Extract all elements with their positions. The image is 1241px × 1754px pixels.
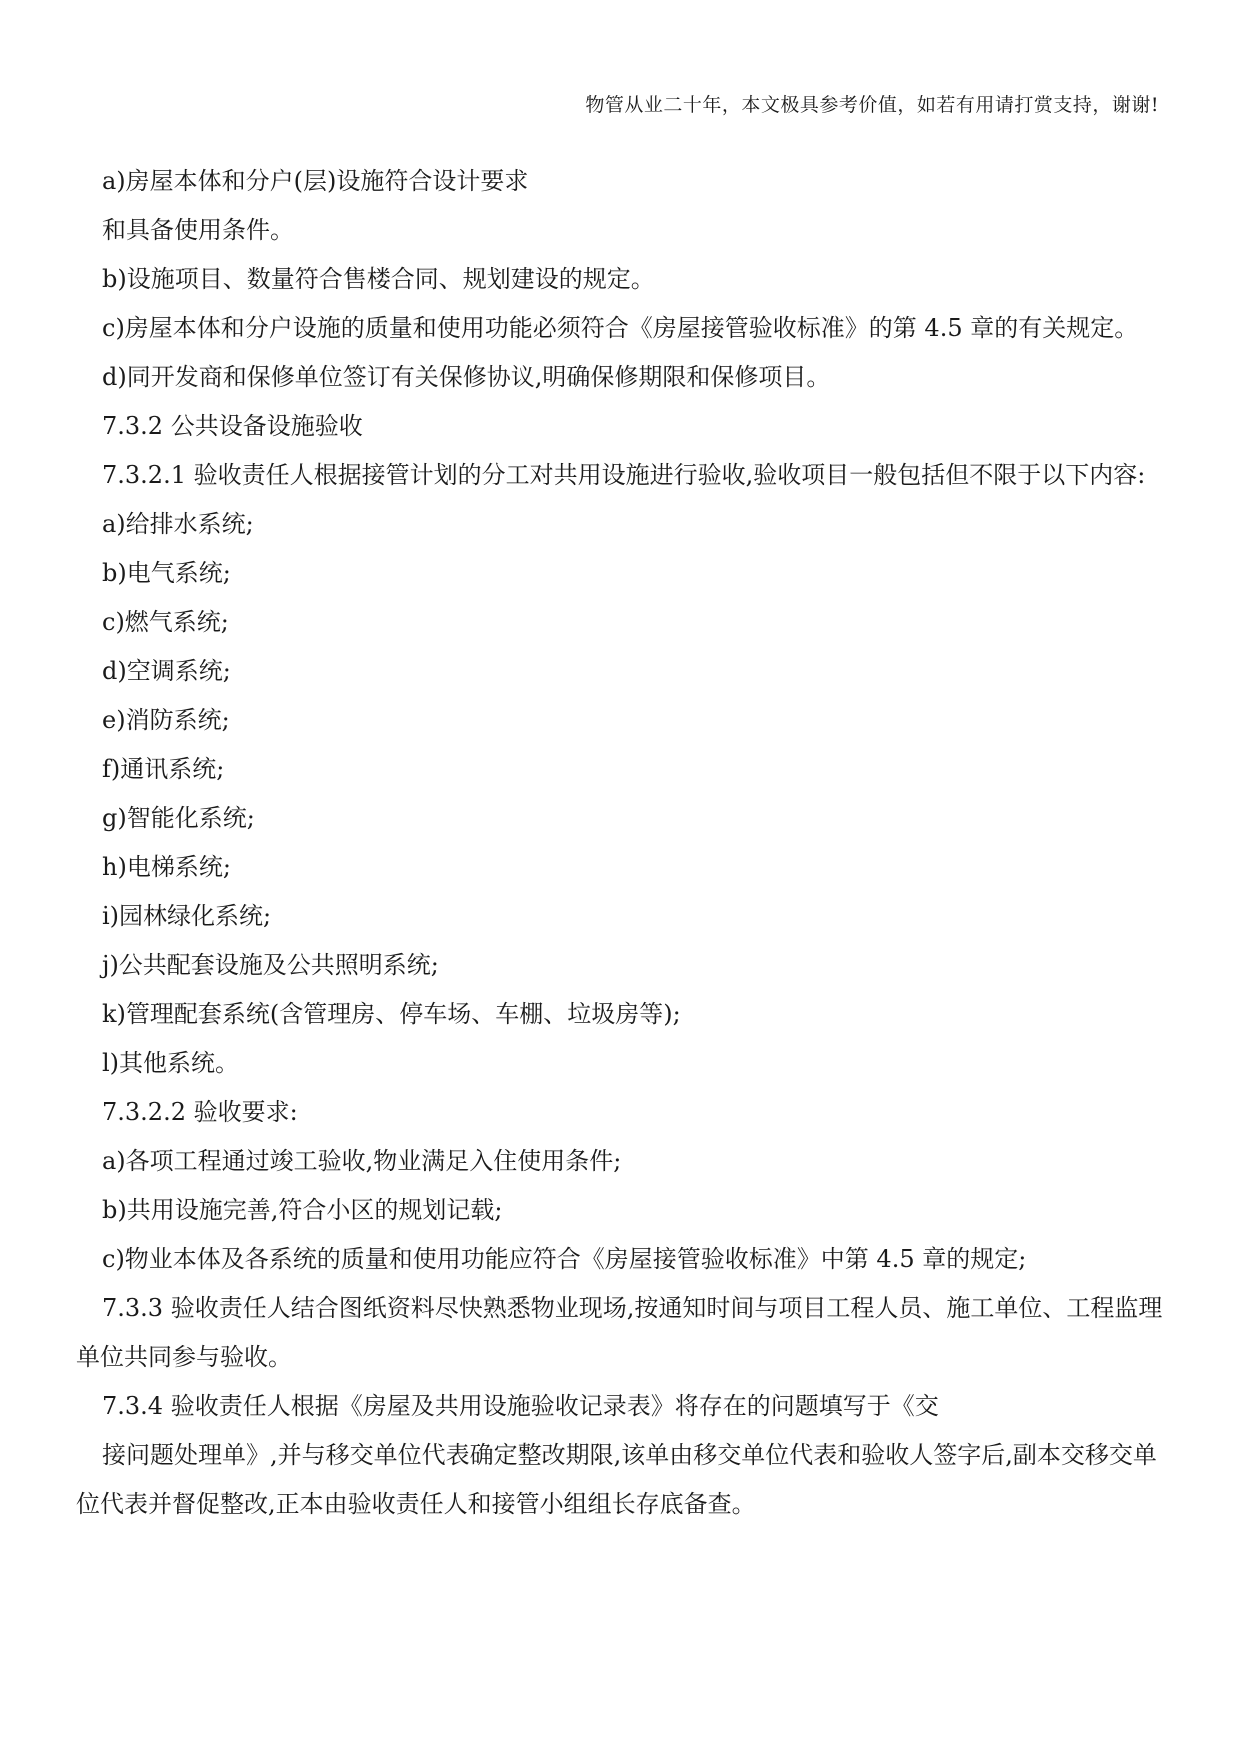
paragraph-b-facility-items: b)设施项目、数量符合售楼合同、规划建设的规定。: [102, 265, 655, 293]
paragraph-7-3-4: 7.3.4 验收责任人根据《房屋及共用设施验收记录表》将存在的问题填写于《交: [102, 1392, 939, 1420]
list-item-landscape-system: i)园林绿化系统;: [102, 902, 272, 930]
list-item-management-facilities: k)管理配套系统(含管理房、停车场、车棚、垃圾房等);: [102, 1000, 681, 1028]
list-item-other-systems: l)其他系统。: [102, 1049, 240, 1077]
requirement-c-quality: c)物业本体及各系统的质量和使用功能应符合《房屋接管验收标准》中第 4.5 章的规定;: [102, 1245, 1027, 1273]
list-item-electrical-system: b)电气系统;: [102, 559, 231, 587]
paragraph-c-quality: c)房屋本体和分户设施的质量和使用功能必须符合《房屋接管验收标准》的第 4.5 章的有关规定。: [102, 314, 1139, 342]
list-item-public-lighting: j)公共配套设施及公共照明系统;: [102, 951, 439, 979]
paragraph-7-3-3: 7.3.3 验收责任人结合图纸资料尽快熟悉物业现场,按通知时间与项目工程人员、施工单位、工程监理单位共同参与验收。: [76, 1294, 1163, 1371]
list-item-water-system: a)给排水系统;: [102, 510, 254, 538]
paragraph-7-3-4-continued: 接问题处理单》,并与移交单位代表确定整改期限,该单由移交单位代表和验收人签字后,副本交移交单位代表并督促整改,正本由验收责任人和接管小组组长存底备查。: [76, 1441, 1157, 1518]
paragraph-a-house-body: a)房屋本体和分户(层)设施符合设计要求: [102, 167, 529, 195]
header-note: 物管从业二十年，本文极具参考价值，如若有用请打赏支持，谢谢!: [585, 94, 1159, 116]
requirement-a-completion: a)各项工程通过竣工验收,物业满足入住使用条件;: [102, 1147, 622, 1175]
list-item-gas-system: c)燃气系统;: [102, 608, 229, 636]
section-heading-7-3-2: 7.3.2 公共设备设施验收: [102, 412, 363, 440]
paragraph-a-continued: 和具备使用条件。: [102, 216, 294, 244]
list-item-elevator-system: h)电梯系统;: [102, 853, 231, 881]
list-item-hvac-system: d)空调系统;: [102, 657, 231, 685]
paragraph-d-warranty: d)同开发商和保修单位签订有关保修协议,明确保修期限和保修项目。: [102, 363, 831, 391]
document-body: [76, 157, 1166, 1529]
section-heading-7-3-2-2: 7.3.2.2 验收要求:: [102, 1098, 298, 1126]
list-item-intelligent-system: g)智能化系统;: [102, 804, 255, 832]
requirement-b-facilities: b)共用设施完善,符合小区的规划记载;: [102, 1196, 503, 1224]
list-item-communication-system: f)通讯系统;: [102, 755, 225, 783]
list-item-fire-system: e)消防系统;: [102, 706, 230, 734]
paragraph-7-3-2-1: 7.3.2.1 验收责任人根据接管计划的分工对共用设施进行验收,验收项目一般包括但不限于以下内容:: [102, 461, 1146, 489]
